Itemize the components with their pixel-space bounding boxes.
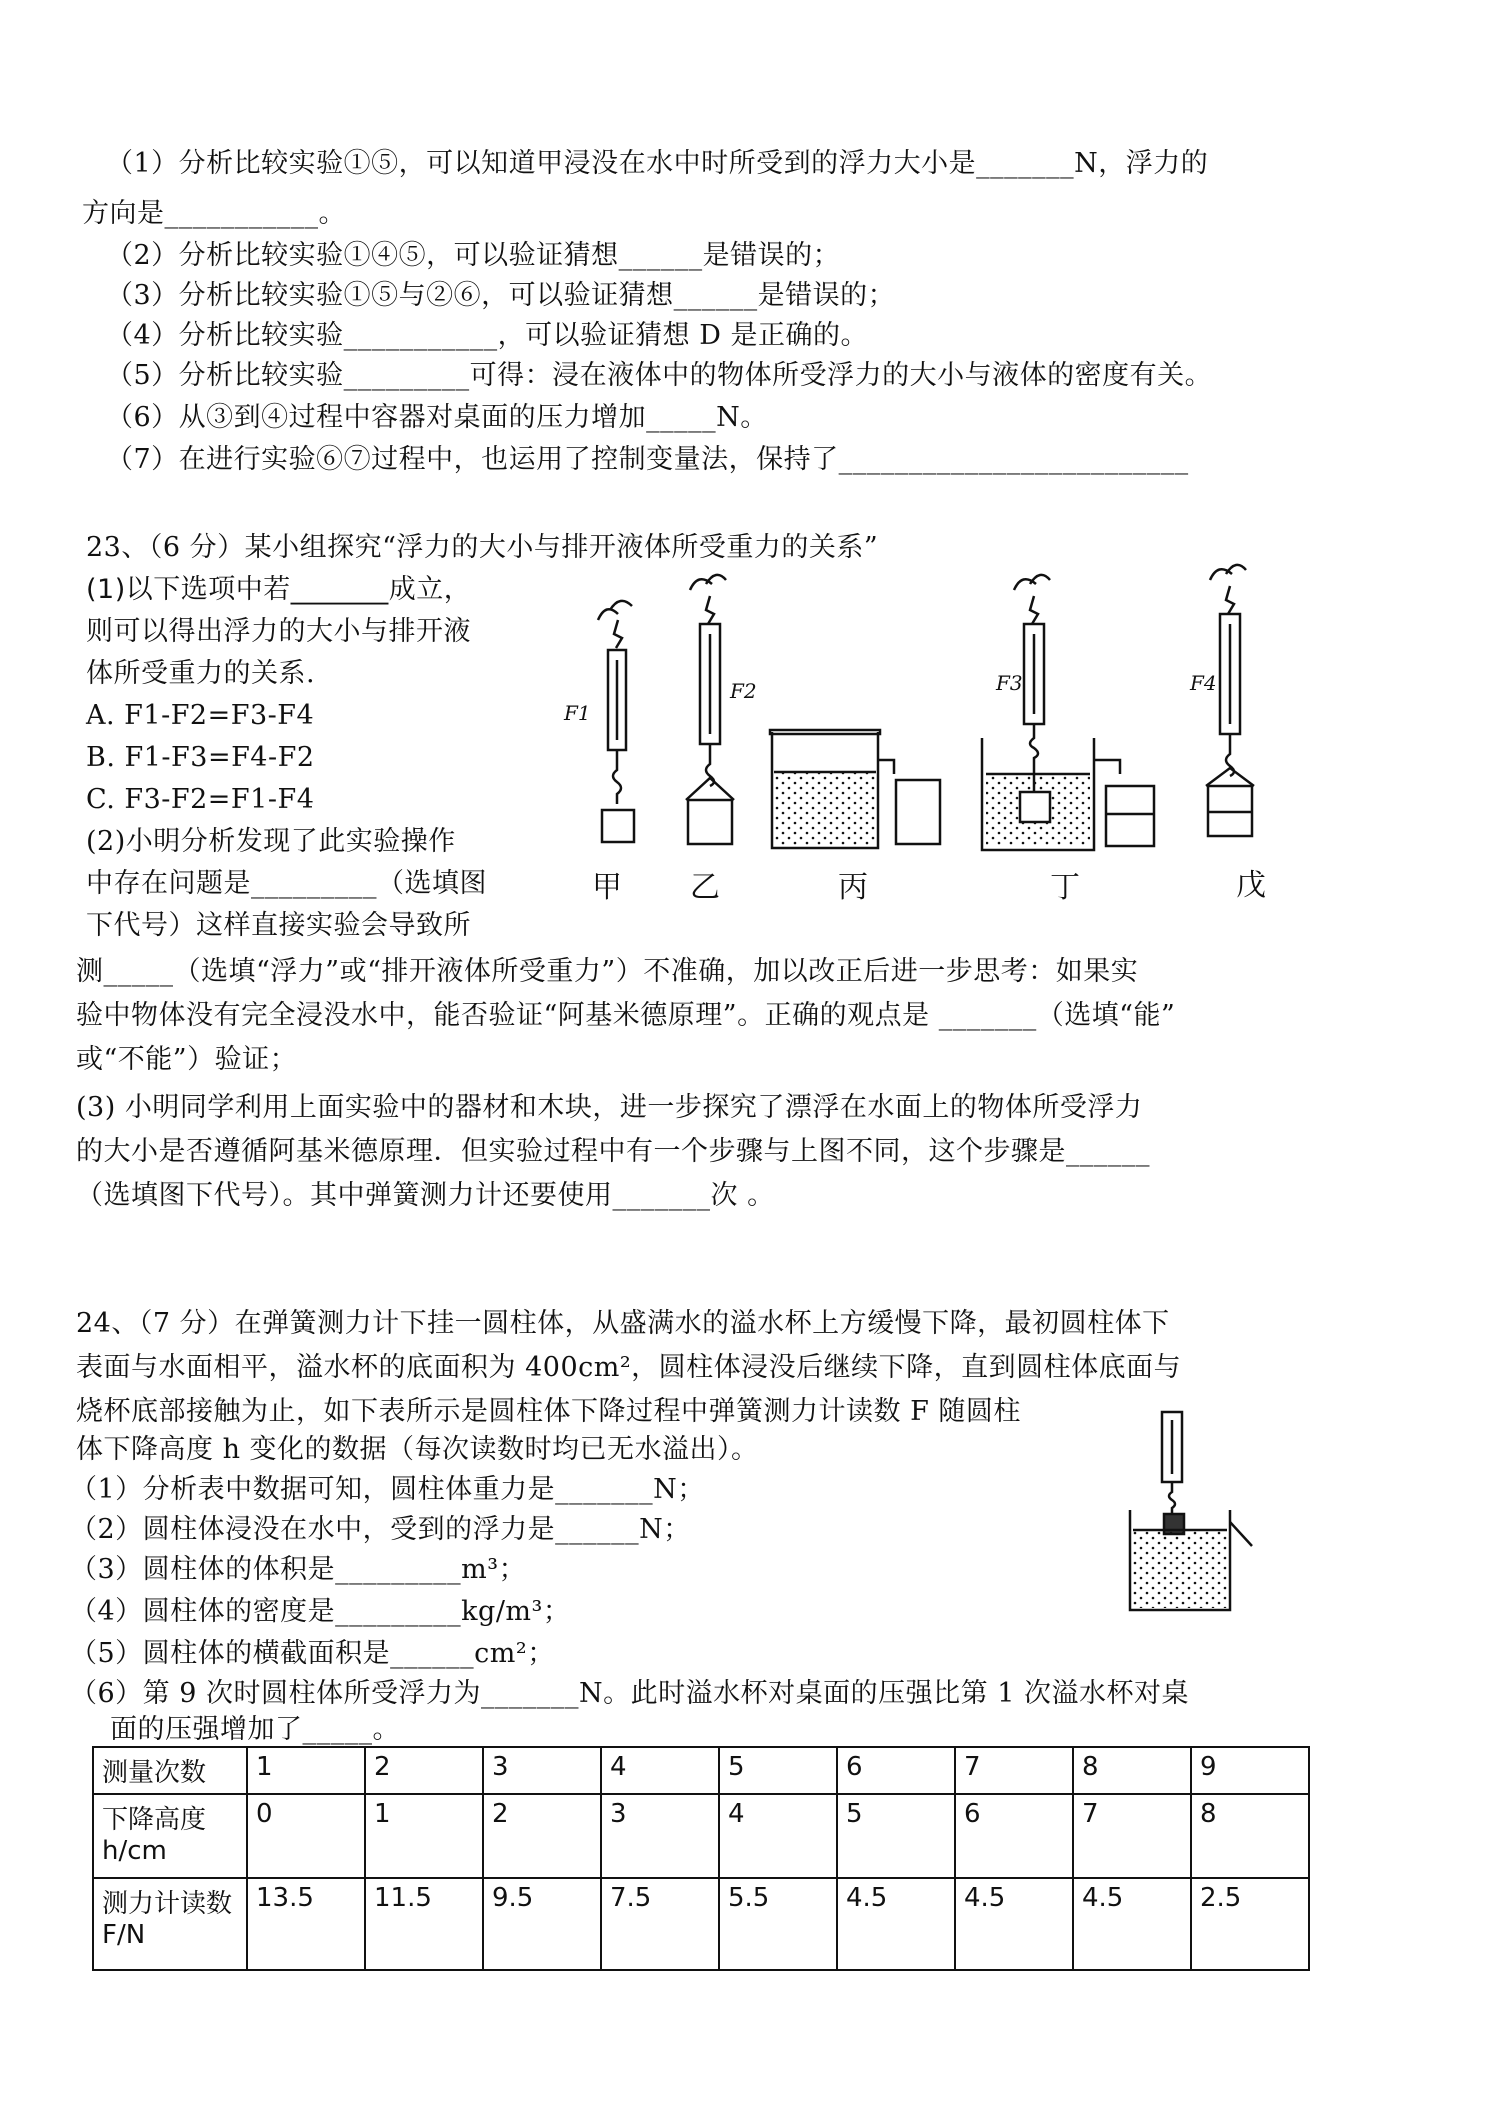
table-cell: 11.5 bbox=[365, 1878, 483, 1970]
q23-title: 23、（6 分）某小组探究“浮力的大小与排开液体所受重力的关系” bbox=[86, 532, 879, 563]
table-header-count: 测量次数 bbox=[93, 1747, 247, 1794]
table-cell: 4.5 bbox=[837, 1878, 955, 1970]
force-label-f4: F4 bbox=[1190, 671, 1217, 695]
table-cell: 5 bbox=[837, 1794, 955, 1878]
table-cell: 7 bbox=[955, 1747, 1073, 1794]
q23-experiment-figure bbox=[540, 560, 1300, 900]
q22-line-4: （3）分析比较实验①⑤与②⑥，可以验证猜想______是错误的； bbox=[106, 280, 896, 311]
q23-full-line-4: (3) 小明同学利用上面实验中的器材和木块，进一步探究了漂浮在水面上的物体所受浮力 bbox=[76, 1092, 1143, 1123]
q23-option-c: C. F3-F2=F1-F4 bbox=[86, 784, 315, 815]
q23-left-line-7: (2)小明分析发现了此实验操作 bbox=[86, 826, 456, 857]
table-cell: 4.5 bbox=[955, 1878, 1073, 1970]
table-row bbox=[93, 1878, 1309, 1970]
table-cell: 1 bbox=[365, 1794, 483, 1878]
q22-line-5: （4）分析比较实验___________，可以验证猜想 D 是正确的。 bbox=[106, 320, 868, 351]
q22-line-2: 方向是___________。 bbox=[82, 198, 346, 229]
caption-bing: 丙 bbox=[838, 870, 868, 905]
table-row bbox=[93, 1794, 1309, 1878]
q23-full-line-1: 测_____（选填“浮力”或“排开液体所受重力”）不准确，加以改正后进一步思考：如果实 bbox=[76, 956, 1139, 987]
q23-full-line-2: 验中物体没有完全浸没水中，能否验证“阿基米德原理”。正确的观点是 _______（选填“能” bbox=[76, 1000, 1176, 1031]
q22-line-3: （2）分析比较实验①④⑤，可以验证猜想______是错误的； bbox=[106, 240, 841, 271]
caption-yi: 乙 bbox=[690, 870, 720, 905]
q24-line-11: 面的压强增加了_____。 bbox=[110, 1714, 400, 1745]
force-label-f3: F3 bbox=[996, 671, 1023, 695]
table-cell: 5 bbox=[719, 1747, 837, 1794]
table-cell: 3 bbox=[483, 1747, 601, 1794]
q23-full-line-6: （选填图下代号）。其中弹簧测力计还要使用_______次 。 bbox=[76, 1180, 775, 1211]
caption-wu: 戊 bbox=[1236, 868, 1266, 903]
table-cell: 9.5 bbox=[483, 1878, 601, 1970]
table-cell: 6 bbox=[837, 1747, 955, 1794]
table-cell: 4 bbox=[601, 1747, 719, 1794]
table-cell: 6 bbox=[955, 1794, 1073, 1878]
force-label-f1: F1 bbox=[564, 701, 591, 725]
scale-jia-icon bbox=[598, 601, 634, 842]
q24-line-3: 烧杯底部接触为止，如下表所示是圆柱体下降过程中弹簧测力计读数 F 随圆柱 bbox=[76, 1396, 1021, 1427]
table-cell: 0 bbox=[247, 1794, 365, 1878]
q23-option-b: B. F1-F3=F4-F2 bbox=[86, 742, 315, 773]
table-cell: 4 bbox=[719, 1794, 837, 1878]
scale-ding-icon bbox=[982, 575, 1154, 850]
table-cell: 2 bbox=[365, 1747, 483, 1794]
q23-option-a: A. F1-F2=F3-F4 bbox=[86, 700, 315, 731]
q24-line-9: （5）圆柱体的横截面积是______cm²； bbox=[70, 1638, 555, 1669]
table-cell: 2.5 bbox=[1191, 1878, 1309, 1970]
q24-line-7: （3）圆柱体的体积是_________m³； bbox=[70, 1554, 527, 1585]
q24-data-table bbox=[92, 1746, 1310, 1971]
q24-line-6: （2）圆柱体浸没在水中，受到的浮力是______N； bbox=[70, 1514, 691, 1545]
table-cell: 9 bbox=[1191, 1747, 1309, 1794]
table-header-height: 下降高度 h/cm bbox=[93, 1794, 247, 1878]
caption-ding: 丁 bbox=[1050, 870, 1080, 905]
force-label-f2: F2 bbox=[730, 679, 757, 703]
q23-full-line-5: 的大小是否遵循阿基米德原理．但实验过程中有一个步骤与上图不同，这个步骤是______ bbox=[76, 1136, 1150, 1167]
table-cell: 2 bbox=[483, 1794, 601, 1878]
table-header-reading: 测力计读数 F/N bbox=[93, 1878, 247, 1970]
table-cell: 8 bbox=[1073, 1747, 1191, 1794]
table-cell: 7 bbox=[1073, 1794, 1191, 1878]
q23-left-line-2: 则可以得出浮力的大小与排开液 bbox=[86, 616, 471, 647]
q24-line-5: （1）分析表中数据可知，圆柱体重力是_______N； bbox=[70, 1474, 705, 1505]
q24-line-8: （4）圆柱体的密度是_________kg/m³； bbox=[70, 1596, 571, 1627]
q23-full-line-3: 或“不能”）验证； bbox=[76, 1044, 298, 1075]
table-cell: 3 bbox=[601, 1794, 719, 1878]
q24-line-10: （6）第 9 次时圆柱体所受浮力为_______N。此时溢水杯对桌面的压强比第 1 次溢水杯对桌 bbox=[70, 1678, 1189, 1709]
table-cell: 5.5 bbox=[719, 1878, 837, 1970]
caption-jia: 甲 bbox=[592, 870, 622, 905]
q23-left-line-9: 下代号）这样直接实验会导致所 bbox=[86, 910, 471, 941]
q23-left-line-1: (1)以下选项中若_______成立， bbox=[86, 574, 472, 605]
q23-left-line-3: 体所受重力的关系. bbox=[86, 658, 316, 689]
overflow-can-bing-icon bbox=[770, 730, 940, 848]
q22-line-6: （5）分析比较实验_________可得：浸在液体中的物体所受浮力的大小与液体的密度有关。 bbox=[106, 360, 1213, 391]
table-cell: 7.5 bbox=[601, 1878, 719, 1970]
q22-line-7: （6）从③到④过程中容器对桌面的压力增加_____N。 bbox=[106, 402, 768, 433]
q24-line-2: 表面与水面相平，溢水杯的底面积为 400cm²，圆柱体浸没后继续下降，直到圆柱体底面与 bbox=[76, 1352, 1182, 1383]
q24-overflow-cup-figure bbox=[1120, 1400, 1270, 1620]
q24-line-1: 24、（7 分）在弹簧测力计下挂一圆柱体，从盛满水的溢水杯上方缓慢下降，最初圆柱体下 bbox=[76, 1308, 1170, 1339]
table-cell: 8 bbox=[1191, 1794, 1309, 1878]
scale-wu-icon bbox=[1206, 565, 1254, 836]
table-cell: 13.5 bbox=[247, 1878, 365, 1970]
table-cell: 4.5 bbox=[1073, 1878, 1191, 1970]
q22-line-8: （7）在进行实验⑥⑦过程中，也运用了控制变量法，保持了_________________________ bbox=[106, 444, 1189, 475]
q24-line-4: 体下降高度 h 变化的数据（每次读数时均已无水溢出）。 bbox=[76, 1434, 759, 1465]
table-row bbox=[93, 1747, 1309, 1794]
q22-line-1: （1）分析比较实验①⑤，可以知道甲浸没在水中时所受到的浮力大小是_______N，浮力的 bbox=[106, 148, 1209, 179]
q23-left-line-8: 中存在问题是_________（选填图 bbox=[86, 868, 487, 899]
table-cell: 1 bbox=[247, 1747, 365, 1794]
scale-yi-icon bbox=[686, 575, 734, 844]
